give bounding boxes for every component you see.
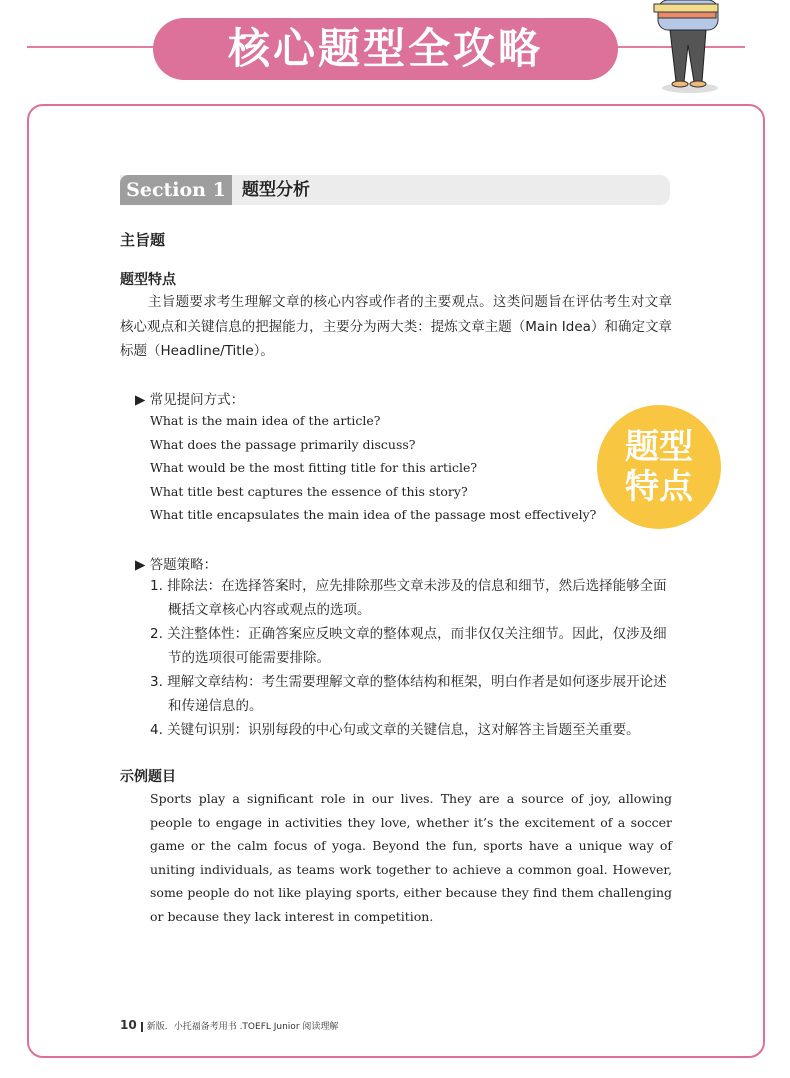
list-item: 4. 关键句识别：识别每段的中心句或文章的关键信息，这对解答主旨题至关重要。	[150, 722, 640, 738]
page-number: 10	[120, 1018, 137, 1032]
footer-text: 新版．小托福备考用书 .TOEFL Junior 阅读理解	[141, 1022, 339, 1032]
list-item: 1. 排除法：在选择答案时，应先排除那些文章未涉及的信息和细节，然后选择能够全面概括文章核心内容或观点的选项。	[150, 578, 667, 618]
list-item: What is the main idea of the article?	[150, 413, 381, 428]
badge-line: 题型	[625, 427, 693, 467]
list-item: What would be the most fitting title for this article?	[150, 460, 478, 475]
section-tab: Section 1	[120, 175, 232, 205]
section-title: 题型分析	[242, 180, 310, 200]
footer	[120, 1018, 338, 1032]
questions-heading: ▶ 常见提问方式：	[135, 392, 245, 408]
feature-badge	[597, 405, 721, 529]
list-item: What title encapsulates the main idea of the passage most effectively?	[150, 507, 597, 522]
features-paragraph: 主旨题要求考生理解文章的核心内容或作者的主要观点。这类问题旨在评估考生对文章核心观点和关键信息的把握能力，主要分为两大类：提炼文章主题（Main Idea）和确定文章标题（Headline/Title）。	[120, 294, 672, 359]
topic-heading: 主旨题	[120, 231, 166, 249]
list-item: 2. 关注整体性：正确答案应反映文章的整体观点，而非仅仅关注细节。因此，仅涉及细节的选项很可能需要排除。	[150, 626, 667, 666]
list-item: What title best captures the essence of this story?	[150, 483, 468, 499]
example-heading: 示例题目	[120, 769, 176, 785]
example-passage: Sports play a significant role in our lives. They are a source of joy, allowing people to engage in activities they love, whether it’s the excitement of a soccer game or the calm focus of yoga. Beyond the fun, sports have a unique way of uniting individuals, as teams work together to achieve a common goal. However, some people do not like playing sports, either because they find them challenging or because they lack interest in competition.	[150, 791, 672, 924]
banner-title: 核心题型全攻略	[153, 18, 618, 80]
student-illustration-icon	[640, 0, 750, 100]
badge-line: 特点	[625, 467, 693, 507]
strategy-heading: ▶ 答题策略：	[135, 557, 218, 573]
list-item: What does the passage primarily discuss?	[150, 436, 416, 452]
list-item: 3. 理解文章结构：考生需要理解文章的整体结构和框架，明白作者是如何逐步展开论述和传递信息的。	[150, 674, 667, 714]
section-header	[120, 175, 670, 205]
strategy-list	[150, 574, 672, 742]
question-list	[150, 409, 596, 527]
features-heading: 题型特点	[120, 272, 176, 288]
